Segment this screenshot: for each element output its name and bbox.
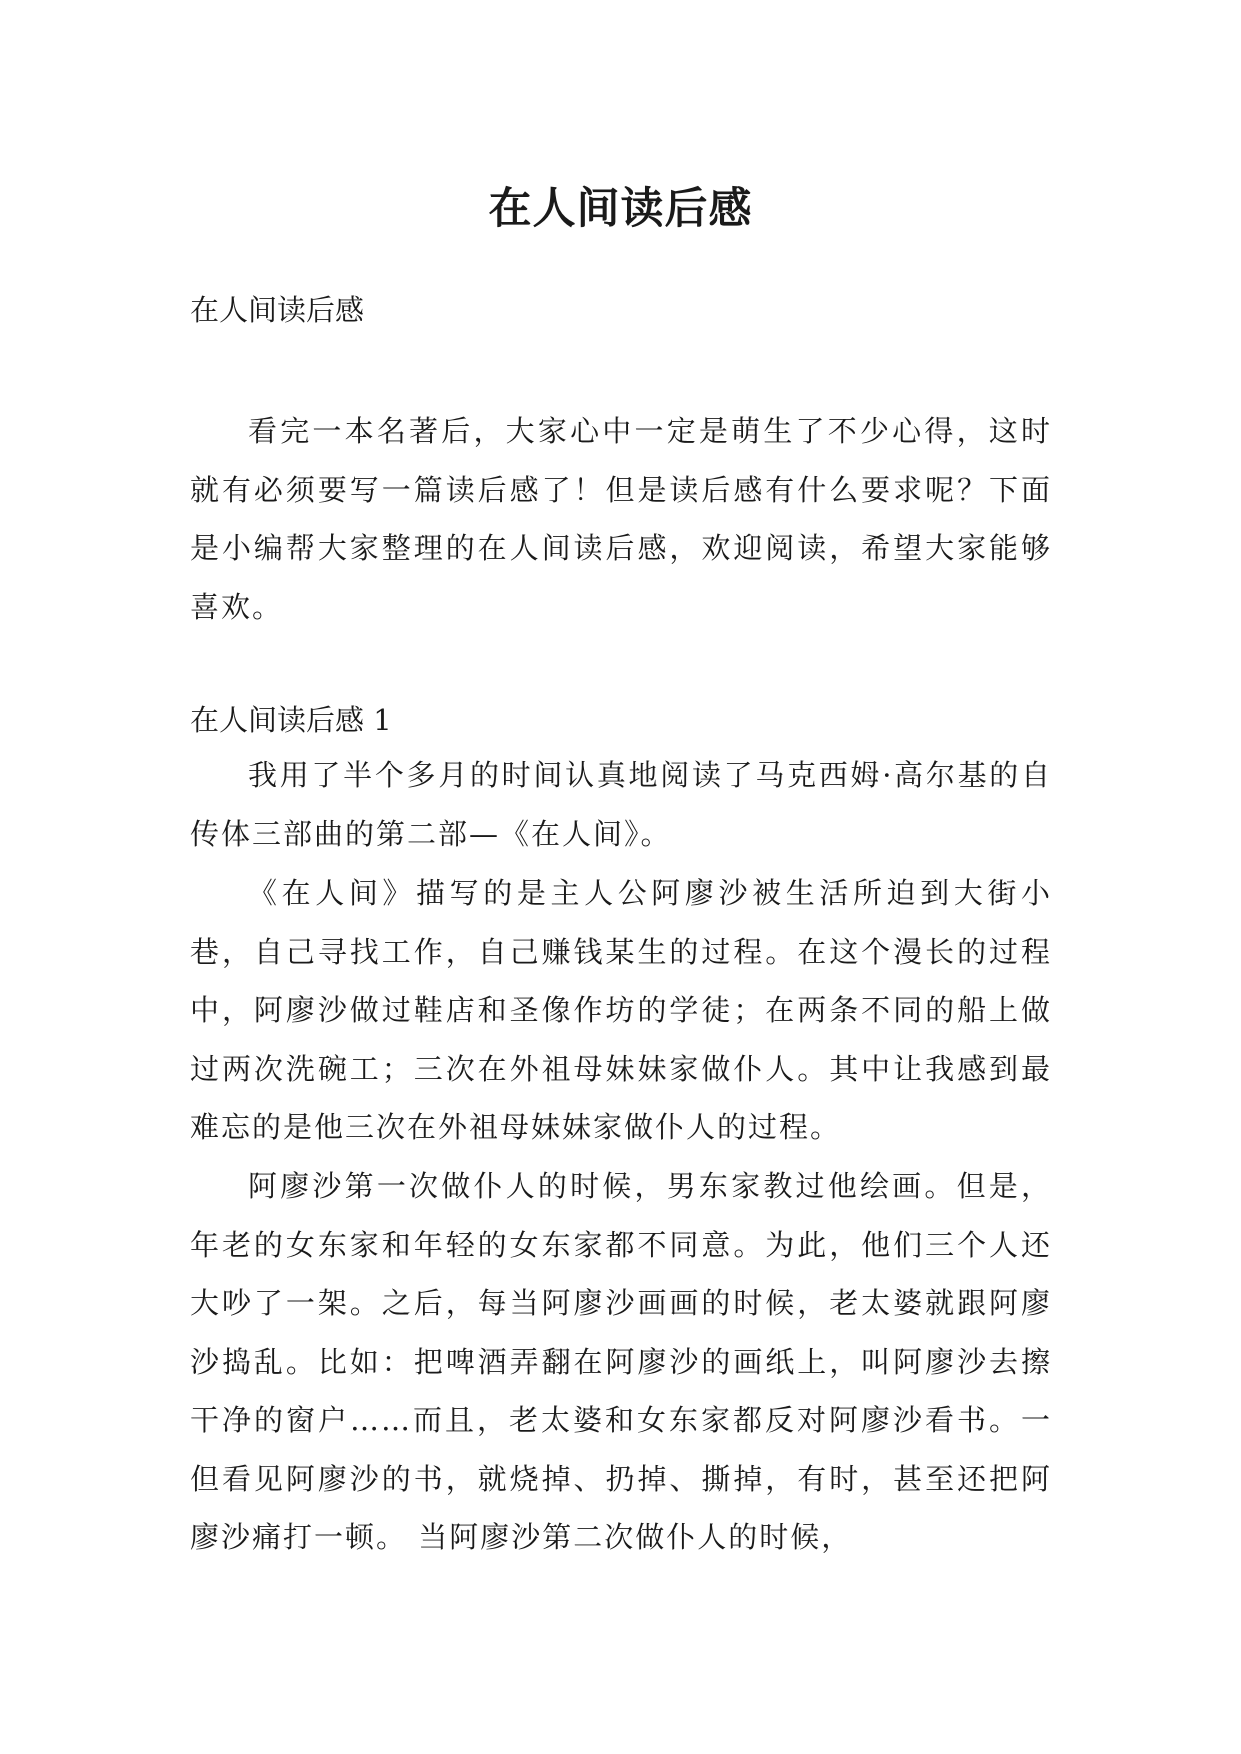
document-title: 在人间读后感: [488, 183, 753, 234]
body-paragraph: 阿廖沙第一次做仆人的时候，男东家教过他绘画。但是，年老的女东家和年轻的女东家都不同意。为此，他们三个人还大吵了一架。之后，每当阿廖沙画画的时候，老太婆就跟阿廖沙捣乱。比如：把啤酒弄翻在阿廖沙的画纸上，叫阿廖沙去擦干净的窗户……而且，老太婆和女东家都反对阿廖沙看书。一但看见阿廖沙的书，就烧掉、扔掉、撕掉，有时，甚至还把阿廖沙痛打一顿。 当阿廖沙第二次做仆人的时候，: [190, 1169, 1052, 1554]
body-paragraph: 我用了半个多月的时间认真地阅读了马克西姆·高尔基的自传体三部曲的第二部—《在人间》。: [190, 758, 1052, 851]
intro-paragraph: 看完一本名著后，大家心中一定是萌生了不少心得，这时就有必须要写一篇读后感了！但是读后感有什么要求呢？下面是小编帮大家整理的在人间读后感，欢迎阅读，希望大家能够喜欢。: [190, 414, 1052, 624]
document-subtitle: 在人间读后感: [190, 293, 365, 327]
section-heading: 在人间读后感 1: [190, 703, 392, 737]
body-paragraph: 《在人间》描写的是主人公阿廖沙被生活所迫到大街小巷，自己寻找工作，自己赚钱某生的过程。在这个漫长的过程中，阿廖沙做过鞋店和圣像作坊的学徒；在两条不同的船上做过两次洗碗工；三次在外祖母妹妹家做仆人。其中让我感到最难忘的是他三次在外祖母妹妹家做仆人的过程。: [190, 876, 1052, 1144]
